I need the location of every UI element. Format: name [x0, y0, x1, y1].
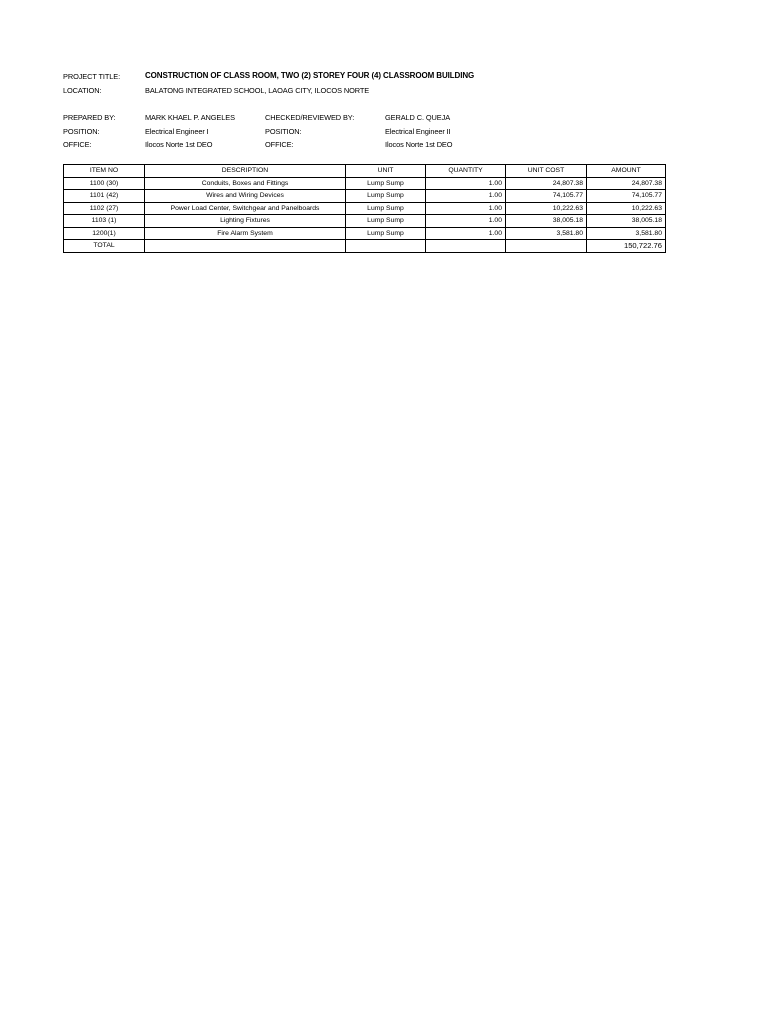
total-amount: 150,722.76	[587, 240, 666, 253]
total-row	[64, 240, 666, 253]
cell-amount: 74,105.77	[587, 190, 666, 203]
prepared-by-label: PREPARED BY:	[63, 113, 116, 122]
cell-amount: 3,581.80	[587, 227, 666, 240]
cell-quantity: 1.00	[426, 177, 506, 190]
col-header-unit: UNIT	[346, 165, 426, 178]
prepared-position-label: POSITION:	[63, 127, 100, 136]
col-header-quantity: QUANTITY	[426, 165, 506, 178]
checked-by-value: GERALD C. QUEJA	[385, 113, 451, 122]
cell-unit: Lump Sump	[346, 215, 426, 228]
location-value: BALATONG INTEGRATED SCHOOL, LAOAG CITY, ILOCOS NORTE	[145, 86, 370, 95]
table-header-row	[64, 165, 666, 178]
checked-office-value: Ilocos Norte 1st DEO	[385, 140, 453, 149]
prepared-office-value: Ilocos Norte 1st DEO	[145, 140, 213, 149]
project-title-label: PROJECT TITLE:	[63, 72, 121, 81]
cell-description: Fire Alarm System	[145, 227, 346, 240]
table-row	[64, 227, 666, 240]
col-header-unit-cost: UNIT COST	[506, 165, 587, 178]
cell-description: Power Load Center, Switchgear and Panelboards	[145, 202, 346, 215]
bill-of-quantities-table	[63, 164, 666, 253]
cell-description: Wires and Wiring Devices	[145, 190, 346, 203]
col-header-description: DESCRIPTION	[145, 165, 346, 178]
cell-item-no: 1101 (42)	[64, 190, 145, 203]
col-header-item-no: ITEM NO	[64, 165, 145, 178]
cell-quantity: 1.00	[426, 190, 506, 203]
cell-unit-cost: 10,222.63	[506, 202, 587, 215]
cell-unit-cost: 38,005.18	[506, 215, 587, 228]
cell-unit: Lump Sump	[346, 177, 426, 190]
cell-unit: Lump Sump	[346, 202, 426, 215]
cell-description: Conduits, Boxes and Fittings	[145, 177, 346, 190]
location-label: LOCATION:	[63, 86, 102, 95]
col-header-amount: AMOUNT	[587, 165, 666, 178]
prepared-office-label: OFFICE:	[63, 140, 92, 149]
cell-amount: 10,222.63	[587, 202, 666, 215]
cell-quantity: 1.00	[426, 227, 506, 240]
table-row	[64, 215, 666, 228]
cell-item-no: 1102 (27)	[64, 202, 145, 215]
cell-amount: 38,005.18	[587, 215, 666, 228]
prepared-by-value: MARK KHAEL P. ANGELES	[145, 113, 235, 122]
cell-amount: 24,807.38	[587, 177, 666, 190]
cell-unit-cost: 74,105.77	[506, 190, 587, 203]
cell-quantity: 1.00	[426, 202, 506, 215]
cell-unit: Lump Sump	[346, 227, 426, 240]
total-label: TOTAL	[64, 240, 145, 253]
table-row	[64, 190, 666, 203]
table-row	[64, 177, 666, 190]
cell-item-no: 1200(1)	[64, 227, 145, 240]
cell-description: Lighting Fixtures	[145, 215, 346, 228]
cell-unit-cost: 3,581.80	[506, 227, 587, 240]
checked-position-label: POSITION:	[265, 127, 302, 136]
checked-position-value: Electrical Engineer II	[385, 127, 451, 136]
total-empty-cell	[506, 240, 587, 253]
cell-unit: Lump Sump	[346, 190, 426, 203]
cell-item-no: 1103 (1)	[64, 215, 145, 228]
total-empty-cell	[346, 240, 426, 253]
checked-office-label: OFFICE:	[265, 140, 294, 149]
cell-unit-cost: 24,807.38	[506, 177, 587, 190]
prepared-position-value: Electrical Engineer I	[145, 127, 209, 136]
table-row	[64, 202, 666, 215]
cell-quantity: 1.00	[426, 215, 506, 228]
total-empty-cell	[145, 240, 346, 253]
checked-by-label: CHECKED/REVIEWED BY:	[265, 113, 355, 122]
total-empty-cell	[426, 240, 506, 253]
project-title: CONSTRUCTION OF CLASS ROOM, TWO (2) STOREY FOUR (4) CLASSROOM BUILDING	[145, 71, 475, 80]
cell-item-no: 1100 (30)	[64, 177, 145, 190]
